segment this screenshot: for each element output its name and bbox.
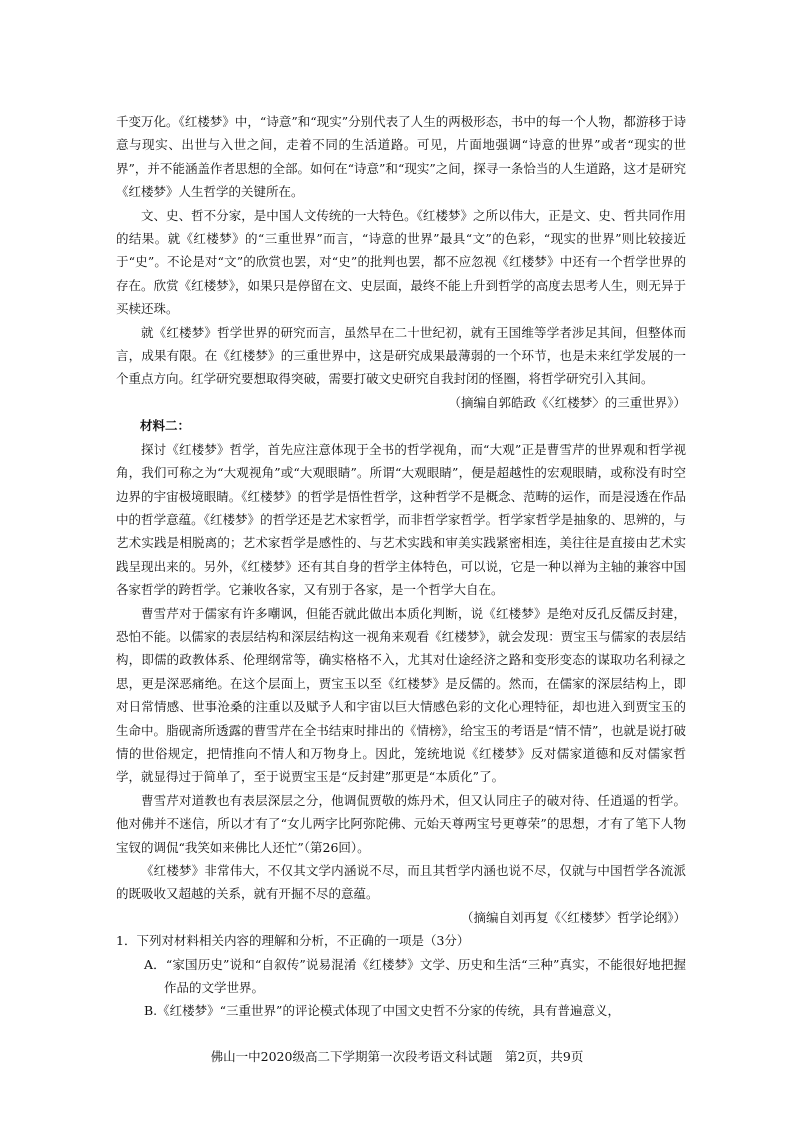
paragraph-6: 曹雪芹对道教也有表层深层之分，他调侃贾敬的炼丹术，但又认同庄子的破对待、任逍遥的哲学。他对佛并不迷信，所以才有了“女儿两字比阿弥陀佛、元始天尊两宝号更尊荣”的思想，才有了笔下人物宝钗的调侃“我笑如来佛比人还忙”（第26回）。 bbox=[116, 792, 686, 855]
source-citation-1: （摘编自郭皓政《〈红楼梦〉的三重世界》） bbox=[448, 394, 686, 410]
paragraph-7: 《红楼梦》非常伟大，不仅其文学内涵说不尽，而且其哲学内涵也说不尽，仅就与中国哲学各流派的既吸收又超越的关系，就有开掘不尽的意蕴。 bbox=[116, 863, 686, 902]
option-b: B.《红楼梦》“三重世界”的评论模式体现了中国文史哲不分家的传统，具有普遍意义， bbox=[144, 1003, 620, 1019]
option-a: A．“家国历史”说和“自叙传”说易混淆《红楼梦》文学、历史和生活“三种”真实，不能很好地把握作品的文学世界。 bbox=[144, 956, 686, 996]
page-content bbox=[116, 110, 686, 1023]
question-1: 1．下列对材料相关内容的理解和分析，不正确的一项是（3分） bbox=[116, 933, 470, 949]
paragraph-2: 文、史、哲不分家，是中国人文传统的一大特色。《红楼梦》之所以伟大，正是文、史、哲共同作用的结果。就《红楼梦》的“三重世界”而言，“诗意的世界”最具“文”的色彩，“现实的世界”则比较接近于“史”。不论是对“文”的欣赏也罢，对“史”的批判也罢，都不应忽视《红楼梦》中还有一个哲学世界的存在。欣赏《红楼梦》，如果只是停留在文、史层面，最终不能上升到哲学的高度去思考人生，则无异于买椟还珠。 bbox=[116, 207, 686, 317]
material-2-heading: 材料二： bbox=[140, 418, 191, 434]
paragraph-1: 千变万化。《红楼梦》中，“诗意”和“现实”分别代表了人生的两极形态，书中的每一个人物，都游移于诗意与现实、出世与入世之间，走着不同的生活道路。可见，片面地强调“诗意的世界”或者“现实的世界”，并不能涵盖作者思想的全部。如何在“诗意”和“现实”之间，探寻一条恰当的人生道路，这才是研究《红楼梦》人生哲学的关键所在。 bbox=[116, 114, 686, 200]
source-citation-2: （摘编自刘再复《〈红楼梦〉哲学论纲》） bbox=[460, 909, 686, 925]
page-footer: 佛山一中2020级高二下学期第一次段考语文科试题 第2页，共9页 bbox=[210, 1049, 584, 1064]
paragraph-5: 曹雪芹对于儒家有许多嘲讽，但能否就此做出本质化判断，说《红楼梦》是绝对反孔反儒反封建，恐怕不能。以儒家的表层结构和深层结构这一视角来观看《红楼梦》，就会发现：贾宝玉与儒家的表层结构，即儒的政教体系、伦理纲常等，确实格格不入，尤其对仕途经济之路和变形变态的谋取功名利禄之思，更是深恶痛绝。在这个层面上，贾宝玉以至《红楼梦》是反儒的。然而，在儒家的深层结构上，即对日常情感、世事沧桑的注重以及赋予人和宇宙以巨大情感色彩的文化心理特征，却也进入到贾宝玉的生命中。脂砚斋所透露的曹雪芹在全书结束时排出的《情榜》，给宝玉的考语是“情不情”，也就是说打破情的世俗规定，把情推向不情人和万物身上。因此，笼统地说《红楼梦》反对儒家道德和反对儒家哲学，就显得过于简单了，至于说贾宝玉是“反封建”那更是“本质化”了。 bbox=[116, 605, 686, 785]
paragraph-3: 就《红楼梦》哲学世界的研究而言，虽然早在二十世纪初，就有王国维等学者涉足其间，但整体而言，成果有限。在《红楼梦》的三重世界中，这是研究成果最薄弱的一个环节，也是未来红学发展的一个重点方向。红学研究要想取得突破，需要打破文史研究自我封闭的怪圈，将哲学研究引入其间。 bbox=[116, 324, 686, 387]
paragraph-4: 探讨《红楼梦》哲学，首先应注意体现于全书的哲学视角，而“大观”正是曹雪芹的世界观和哲学视角，我们可称之为“大观视角”或“大观眼睛”。所谓“大观眼睛”，便是超越性的宏观眼睛，或称没有时空边界的宇宙极境眼睛。《红楼梦》的哲学是悟性哲学，这种哲学不是概念、范畴的运作，而是浸透在作品中的哲学意蕴。《红楼梦》的哲学还是艺术家哲学，而非哲学家哲学。哲学家哲学是抽象的、思辨的，与艺术实践是相脱离的；艺术家哲学是感性的、与艺术实践和审美实践紧密相连，美往往是直接由艺术实践呈现出来的。另外，《红楼梦》还有其自身的哲学主体特色，可以说，它是一种以禅为主轴的兼容中国各家哲学的跨哲学。它兼收各家，又有别于各家，是一个哲学大自在。 bbox=[116, 441, 686, 598]
